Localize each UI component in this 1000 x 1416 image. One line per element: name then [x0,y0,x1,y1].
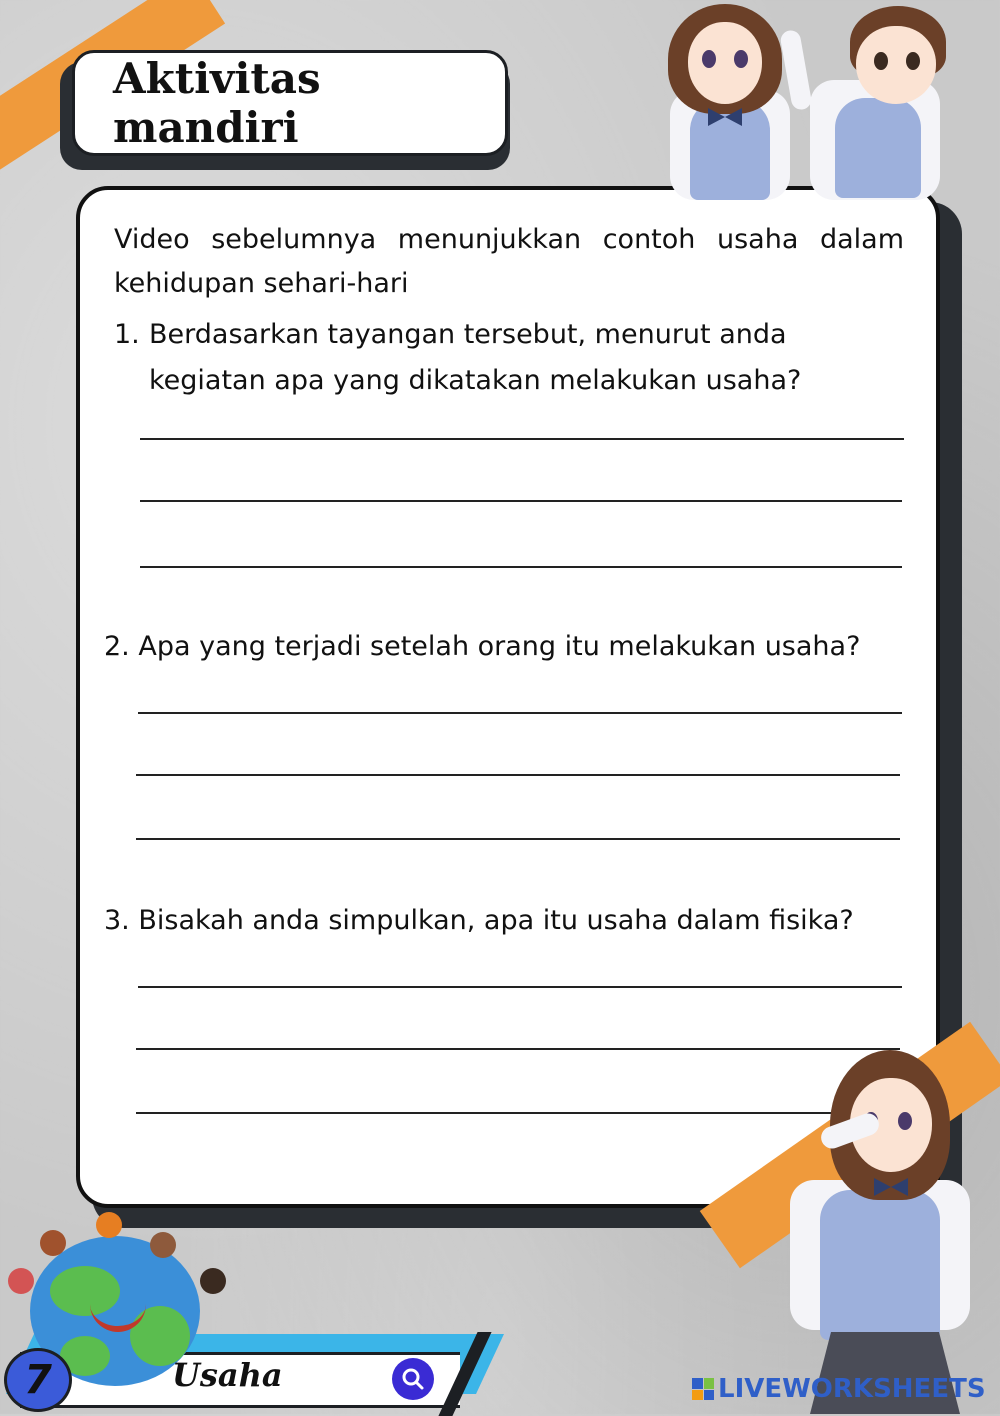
answer-line-3a[interactable] [138,986,902,988]
answer-line-1b[interactable] [140,500,902,502]
page-title: Aktivitas mandiri [72,50,508,156]
footer-title: Usaha [172,1356,283,1394]
question-number: 2. [104,631,130,662]
answer-line-2c[interactable] [136,838,900,840]
kid-figure [96,1212,122,1238]
intro-text: Video sebelumnya menunjukkan contoh usaha dalam kehidupan sehari-hari [114,224,904,299]
kid-figure [40,1230,66,1256]
answer-line-2b[interactable] [136,774,900,776]
answer-line-1c[interactable] [140,566,902,568]
search-icon [400,1366,426,1392]
illustration-students-top [650,0,950,190]
answer-line-2a[interactable] [138,712,902,714]
illustration-student-bottom [770,1050,990,1414]
question-text: Berdasarkan tayangan tersebut, menurut anda kegiatan apa yang dikatakan melakukan usaha? [149,319,802,396]
page-number-badge: 7 [4,1348,72,1412]
brand-text: LIVEWORKSHEETS [718,1374,986,1404]
search-button[interactable] [392,1358,434,1400]
kid-figure [200,1268,226,1294]
question-number: 1. [114,319,140,350]
kid-figure [150,1232,176,1258]
question-1 [114,312,894,404]
question-text: Bisakah anda simpulkan, apa itu usaha dalam fisika? [138,905,854,936]
liveworksheets-brand [692,1374,986,1404]
question-2 [104,624,860,670]
kid-figure [8,1268,34,1294]
answer-line-3c[interactable] [136,1112,836,1114]
question-text: Apa yang terjadi setelah orang itu melakukan usaha? [138,631,861,662]
answer-line-1a[interactable] [140,438,904,440]
question-3 [104,898,854,944]
question-number: 3. [104,905,130,936]
liveworksheets-logo-icon [692,1378,714,1400]
